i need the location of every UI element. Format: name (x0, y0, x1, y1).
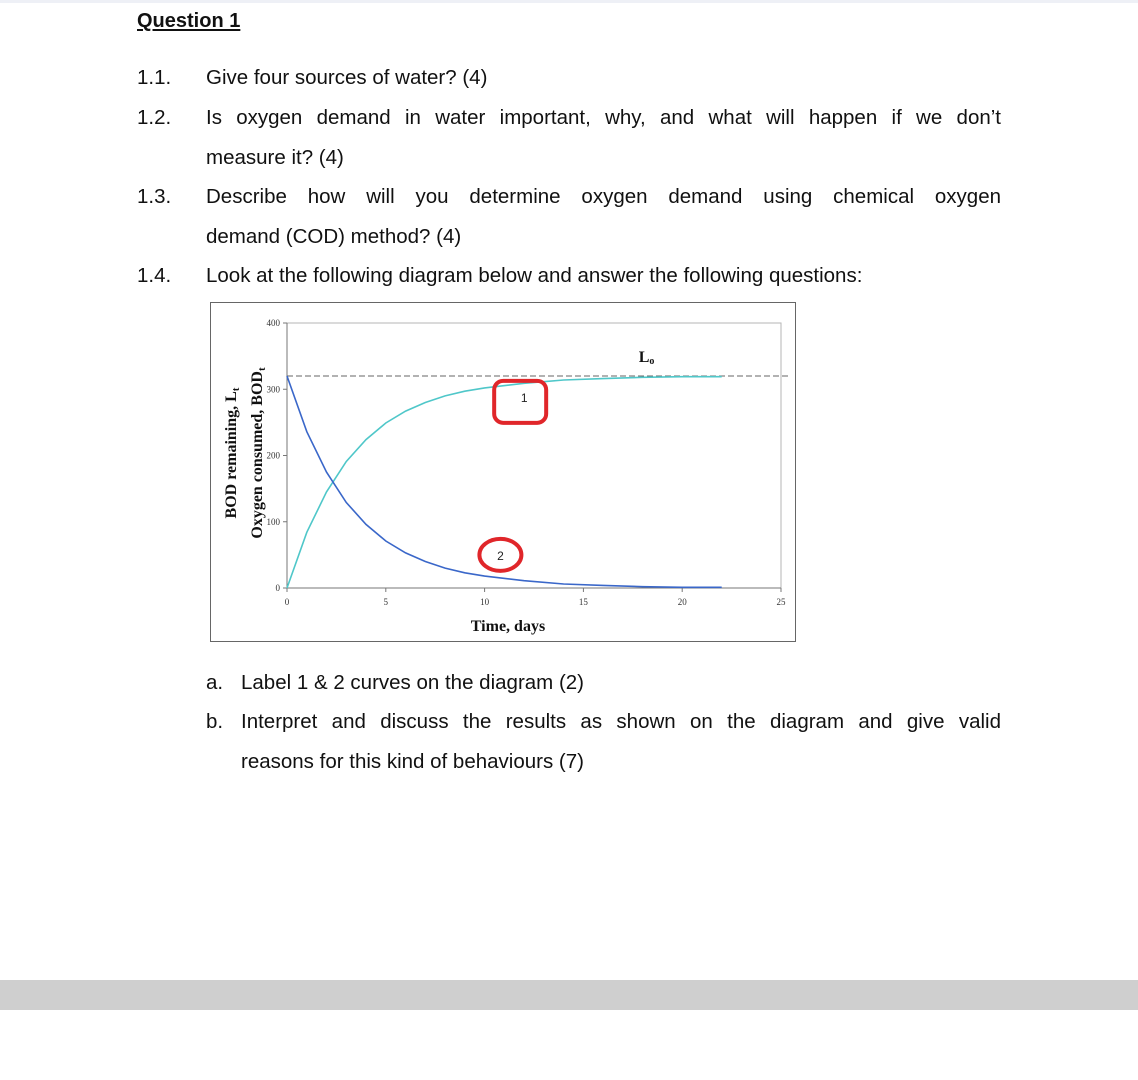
question-text: Give four sources of water? (4) (206, 66, 488, 89)
annotation-label: 2 (497, 548, 504, 563)
y-tick-label: 400 (266, 318, 280, 328)
subquestion-text: Label 1 & 2 curves on the diagram (2) (241, 671, 584, 694)
bod-remaining-curve (287, 376, 722, 587)
subquestion-text: Interpret and discuss the results as shown on the diagram and give valid (241, 710, 1001, 733)
question-text: Look at the following diagram below and answer the following questions: (206, 264, 863, 287)
subquestion-letter: b. (206, 710, 224, 733)
series-layer (287, 376, 722, 588)
annotation-layer (479, 381, 546, 571)
x-tick-label: 15 (578, 597, 588, 607)
subquestion-text: reasons for this kind of behaviours (7) (241, 750, 584, 773)
top-edge (0, 0, 1138, 3)
question-text: Is oxygen demand in water important, why, and what will happen if we don’t (206, 106, 1001, 129)
question-number: 1.1. (137, 66, 172, 89)
question-number: 1.2. (137, 106, 172, 129)
question-text: measure it? (4) (206, 146, 344, 169)
asymptote-label: Lo (638, 349, 655, 367)
question-heading: Question 1 (137, 10, 241, 32)
question-number: 1.3. (137, 185, 172, 208)
page-divider-bar (0, 980, 1138, 1010)
annotation-label: 1 (520, 390, 528, 405)
question-number: 1.4. (137, 264, 172, 287)
question-text: Describe how will you determine oxygen demand using chemical oxygen (206, 185, 1001, 208)
x-tick-label: 5 (383, 597, 389, 607)
y-tick-label: 300 (266, 384, 280, 395)
y-axis-label-inner: Oxygen consumed, BODt (249, 367, 268, 539)
y-axis-label-outer: BOD remaining, Lt (223, 387, 242, 519)
x-axis-label: Time, days (470, 618, 546, 635)
x-tick-label: 0 (284, 597, 290, 607)
subquestion-letter: a. (206, 671, 224, 694)
y-tick-label: 100 (266, 516, 280, 527)
question-text: demand (COD) method? (4) (206, 225, 462, 248)
plot-frame (287, 323, 781, 588)
bod-chart (211, 303, 797, 643)
x-tick-label: 25 (776, 597, 786, 607)
bod-chart-figure (210, 302, 796, 642)
x-tick-label: 10 (480, 597, 490, 607)
y-tick-label: 0 (275, 583, 280, 593)
x-tick-label: 20 (677, 597, 687, 607)
y-tick-label: 200 (266, 450, 280, 461)
oxygen-consumed-curve (287, 377, 722, 588)
